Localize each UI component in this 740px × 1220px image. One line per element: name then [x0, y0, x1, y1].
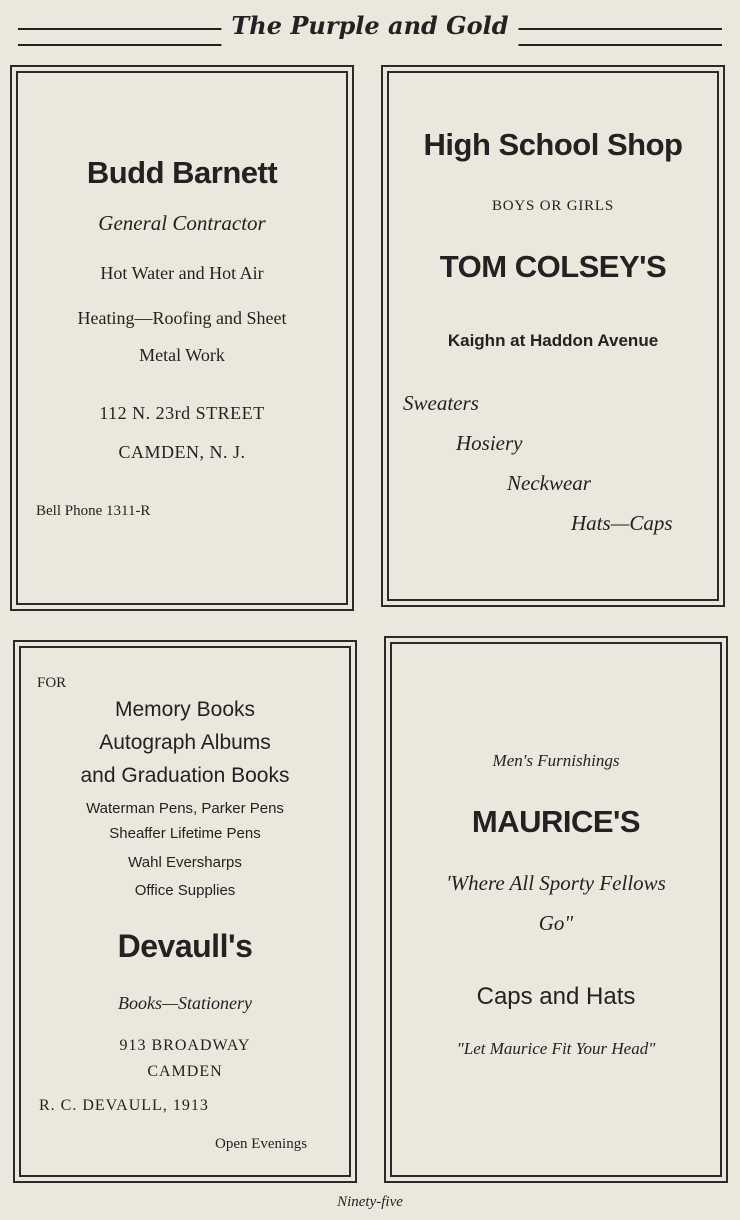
maurice-slogan2: Go" [538, 911, 574, 935]
maurice-caps-hats: Caps and Hats [476, 983, 636, 1010]
colsey-sub: BOYS OR GIRLS [491, 198, 615, 214]
budd-line2: Heating—Roofing and Sheet [77, 308, 287, 328]
devaull-line6: Wahl Eversharps [128, 854, 242, 871]
ad-tom-colsey [381, 65, 725, 607]
maurice-name: MAURICE'S [471, 804, 641, 839]
devaull-line1: Memory Books [114, 698, 256, 721]
devaull-line2: Autograph Albums [99, 731, 271, 754]
budd-line1: Hot Water and Hot Air [100, 263, 264, 283]
budd-line3: Metal Work [139, 345, 225, 365]
maurice-tagline: "Let Maurice Fit Your Head" [456, 1039, 656, 1058]
ad-tom-colsey-inner-border [387, 71, 719, 601]
devaull-line7: Office Supplies [134, 882, 236, 899]
budd-city: CAMDEN, N. J. [118, 442, 246, 462]
devaull-name: Devaull's [117, 928, 253, 964]
colsey-item-hats-caps: Hats—Caps [571, 511, 673, 535]
colsey-item-hosiery: Hosiery [456, 431, 523, 455]
header-title: The Purple and Gold [221, 6, 518, 46]
ad-devaull-inner-border [19, 646, 351, 1177]
devaull-city: CAMDEN [147, 1063, 223, 1080]
budd-name: Budd Barnett [86, 155, 278, 190]
budd-subtitle: General Contractor [98, 211, 266, 235]
ad-budd-barnett [10, 65, 354, 611]
maurice-top: Men's Furnishings [492, 751, 620, 770]
devaull-line5: Sheaffer Lifetime Pens [109, 825, 261, 842]
ad-devaull [13, 640, 357, 1183]
devaull-owner: R. C. DEVAULL, 1913 [39, 1097, 209, 1114]
devaull-hours: Open Evenings [215, 1136, 308, 1152]
colsey-name: TOM COLSEY'S [439, 249, 667, 284]
maurice-slogan1: 'Where All Sporty Fellows [446, 871, 666, 895]
ad-budd-barnett-inner-border [16, 71, 348, 605]
colsey-item-sweaters: Sweaters [403, 391, 479, 415]
page-number: Ninety-five [337, 1194, 403, 1210]
devaull-line3: and Graduation Books [80, 764, 290, 787]
budd-phone: Bell Phone 1311-R [36, 503, 151, 519]
page-header [18, 6, 722, 50]
budd-street: 112 N. 23rd STREET [99, 403, 265, 423]
devaull-street: 913 BROADWAY [119, 1037, 251, 1054]
ad-maurice [384, 636, 728, 1183]
colsey-item-neckwear: Neckwear [507, 471, 591, 495]
colsey-heading: High School Shop [423, 127, 683, 162]
ad-maurice-inner-border [390, 642, 722, 1177]
devaull-subtitle: Books—Stationery [118, 993, 252, 1013]
devaull-for: FOR [37, 675, 67, 691]
colsey-address: Kaighn at Haddon Avenue [447, 331, 659, 350]
devaull-line4: Waterman Pens, Parker Pens [86, 800, 284, 817]
